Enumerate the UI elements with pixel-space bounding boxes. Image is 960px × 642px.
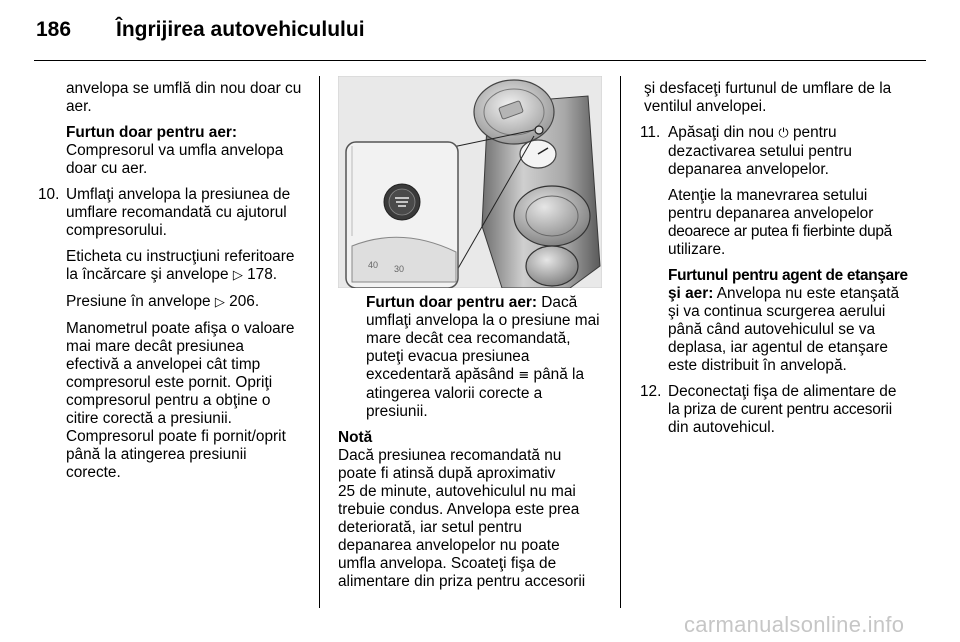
header-divider (34, 60, 926, 61)
note-title: Notă (338, 429, 373, 446)
page-reference-link[interactable]: 206. (229, 293, 260, 310)
text-line: umflare recomandată cu ajutorul (66, 204, 287, 221)
page-title: Îngrijirea autovehiculului (116, 18, 365, 41)
step-10 (38, 186, 310, 482)
text-line: este distribuit în anvelopă. (668, 357, 847, 374)
text-line: poate fi atinsă după aproximativ (338, 465, 556, 482)
text-line: deteriorată, iar setul pentru (338, 519, 522, 536)
sealant-hose-label: şi aer: (668, 285, 714, 302)
step-11 (640, 124, 920, 375)
dial-number: 30 (394, 264, 405, 274)
text-line: Manometrul poate afişa o valoare (66, 320, 295, 337)
compressor-drawing (338, 76, 602, 288)
step-number: 10. (38, 186, 60, 203)
text-line: excedentară apăsând (366, 366, 515, 383)
text-line: Compresorul va umfla anvelopa (66, 142, 284, 159)
text-line: la priza de curent pentru accesorii (668, 401, 892, 418)
text-line: până la atingerea presiunii (66, 446, 247, 463)
text-line: aer. (66, 98, 92, 115)
watermark: carmanualsonline.info (684, 612, 905, 637)
text-line: Eticheta cu instrucţiuni referitoare (66, 248, 295, 265)
power-icon: ⏻ (778, 126, 789, 141)
text-line: Umflaţi anvelopa la presiunea de (66, 186, 291, 203)
step-number: 12. (640, 383, 662, 400)
text-line: la încărcare şi anvelope (66, 266, 229, 283)
page-header (0, 0, 960, 60)
text-line: corecte. (66, 464, 121, 481)
text-line: compresorul este pornit. Opriţi (66, 374, 273, 391)
text-line: dezactivarea setului pentru (668, 143, 852, 160)
text-line: anvelopa se umflă din nou doar cu (66, 80, 302, 97)
compressor-illustration (338, 76, 602, 288)
text-line: Apăsaţi din nou (668, 124, 775, 141)
text-line: Dacă (541, 294, 578, 311)
text-line: Anvelopa nu este etanşată (716, 285, 900, 302)
text-line: compresorului. (66, 222, 167, 239)
text-line: doar cu aer. (66, 160, 148, 177)
text-line: trebuie condus. Anvelopa este prea (338, 501, 580, 518)
caption-label: Furtun doar pentru aer: (366, 294, 538, 311)
page-reference-link[interactable]: 178. (247, 266, 278, 283)
sealant-hose-label: Furtunul pentru agent de etanşare (668, 267, 908, 284)
text-line: umfla anvelopa. Scoateţi fişa de (338, 555, 557, 572)
step-number: 11. (640, 124, 661, 141)
column-right (640, 80, 920, 445)
text-line: mare decât cea recomandată, (366, 330, 571, 347)
text-line: pentru depanarea anvelopelor (668, 205, 874, 222)
text-line: şi va continua scurgerea aerului (668, 303, 886, 320)
triangle-right-icon[interactable]: ▷ (214, 295, 225, 310)
text-line: Dacă presiunea recomandată nu (338, 447, 562, 464)
text-line: umflaţi anvelopa la o presiune mai (366, 312, 600, 329)
column-left (38, 80, 310, 490)
text-line: alimentare din priza pentru accesorii (338, 573, 586, 590)
air-hose-label: Furtun doar pentru aer: (66, 124, 238, 141)
text-line: efectivă a anvelopei cât timp (66, 356, 261, 373)
dial-number: 40 (368, 260, 379, 270)
text-line: deoarece ar putea fi fierbinte după (668, 223, 892, 240)
text-line: utilizare. (668, 241, 726, 258)
text-line: presiunii. (366, 403, 428, 420)
continued-paragraph (640, 80, 920, 116)
text-line: depanarea anvelopelor nu poate (338, 537, 560, 554)
triangle-right-icon[interactable]: ▷ (232, 268, 243, 283)
deflate-button-icon: ≡ (518, 368, 530, 383)
text-line: depanarea anvelopelor. (668, 161, 829, 178)
note-block (338, 429, 604, 591)
text-line: din autovehicul. (668, 419, 775, 436)
text-line: puteţi evacua presiunea (366, 348, 530, 365)
text-line: ventilul anvelopei. (644, 98, 767, 115)
text-line: şi desfaceţi furtunul de umflare de la (644, 80, 892, 97)
text-line: pentru (792, 124, 837, 141)
text-line: atingerea valorii corecte a (366, 385, 543, 402)
text-line: până la (533, 366, 585, 383)
text-line: până când autovehiculul se va (668, 321, 876, 338)
text-line: deplasa, iar agentul de etanşare (668, 339, 888, 356)
text-line: Deconectaţi fişa de alimentare de (668, 383, 897, 400)
step-12 (640, 383, 920, 437)
text-line: 25 de minute, autovehiculul nu mai (338, 483, 576, 500)
text-line: Atenţie la manevrarea setului (668, 187, 868, 204)
text-line: Compresorul poate fi pornit/oprit (66, 428, 286, 445)
text-line: compresorul pentru a obţine o (66, 392, 271, 409)
column-divider-left (319, 76, 320, 608)
figure-caption (338, 294, 604, 421)
text-line: citire corectă a presiunii. (66, 410, 232, 427)
continued-paragraph (38, 80, 310, 178)
text-line: mai mare decât presiunea (66, 338, 244, 355)
column-middle (338, 294, 604, 591)
column-divider-right (620, 76, 621, 608)
page-number: 186 (36, 18, 72, 41)
text-line: Presiune în anvelope (66, 293, 211, 310)
